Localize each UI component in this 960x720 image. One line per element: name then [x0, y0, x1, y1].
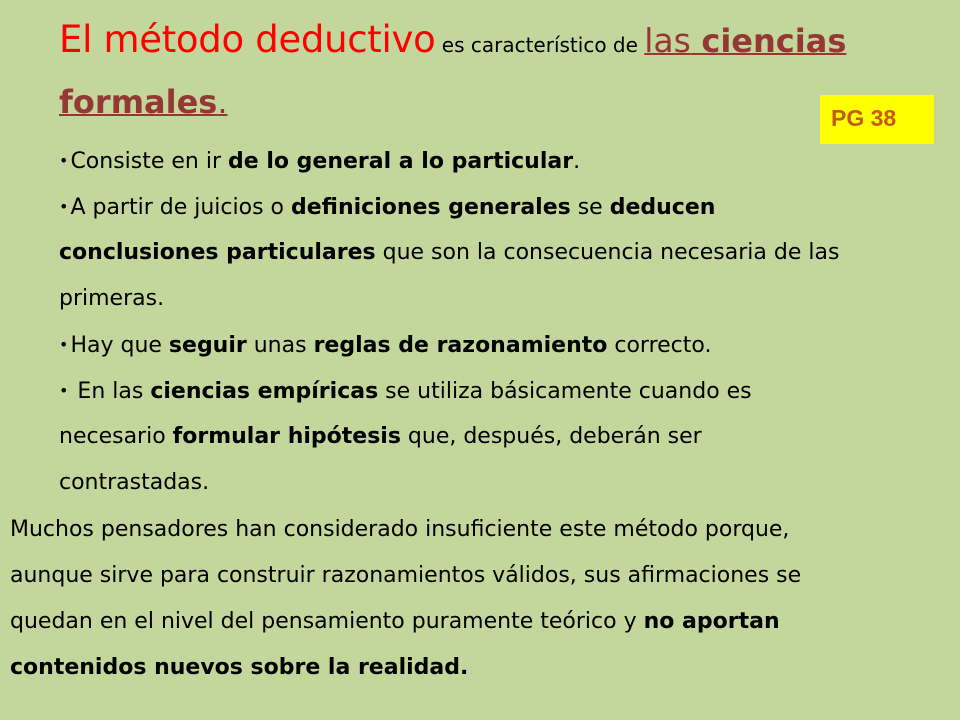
bullet-4-cont-2: [59, 468, 209, 498]
text-bold: no aportan: [643, 609, 780, 634]
text: Consiste en ir: [70, 149, 229, 174]
bullet-icon: •: [59, 381, 69, 400]
title-dot: .: [217, 83, 228, 121]
text: Muchos pensadores han considerado insuficiente este método porque,: [10, 517, 790, 542]
text: se utiliza básicamente cuando es: [378, 379, 752, 404]
text: contrastadas.: [59, 470, 210, 495]
text-bold: reglas de razonamiento: [313, 333, 608, 358]
text-bold: de lo general a lo particular: [228, 149, 574, 174]
text: quedan en el nivel del pensamiento puramente teórico y: [10, 609, 644, 634]
bullet-icon: •: [59, 151, 69, 170]
text-bold: ciencias empíricas: [150, 379, 379, 404]
title-formales: formales: [59, 83, 218, 121]
title-method: El método deductivo: [59, 18, 436, 61]
paragraph-line-3: [10, 607, 780, 637]
bullet-2-cont-2: [59, 284, 164, 314]
title-las: las: [644, 21, 691, 60]
text-bold: contenidos nuevos sobre la realidad.: [10, 655, 469, 680]
text: .: [573, 149, 581, 174]
bullet-3: [59, 330, 711, 361]
text-bold: formular hipótesis: [172, 424, 401, 449]
text: A partir de juicios o: [70, 195, 291, 220]
text: que, después, deberán ser: [400, 424, 702, 449]
text: se: [570, 195, 610, 220]
text-bold: definiciones generales: [291, 195, 571, 220]
text: primeras.: [59, 286, 165, 311]
text: correcto.: [607, 333, 712, 358]
text: unas: [246, 333, 314, 358]
bullet-icon: •: [59, 335, 69, 354]
text: Hay que: [70, 333, 169, 358]
text: aunque sirve para construir razonamientos válidos, sus afirmaciones se: [10, 563, 802, 588]
text-bold: conclusiones particulares: [59, 240, 376, 265]
title-line-1: [59, 18, 846, 61]
text: necesario: [59, 424, 173, 449]
text-bold: deducen: [609, 195, 716, 220]
paragraph-line-1: [10, 515, 789, 545]
page-badge: PG 38: [820, 95, 934, 144]
text: que son la consecuencia necesaria de las: [375, 240, 840, 265]
bullet-4-cont-1: [59, 422, 702, 452]
bullet-4: [59, 376, 752, 407]
title-ciencias: ciencias: [701, 22, 847, 60]
title-middle: es característico de: [435, 33, 645, 57]
paragraph-line-2: [10, 561, 801, 591]
bullet-2-cont-1: [59, 238, 839, 268]
title-line-2: [59, 83, 228, 121]
bullet-2: [59, 192, 715, 223]
bullet-icon: •: [59, 197, 69, 216]
text-bold: seguir: [168, 333, 247, 358]
paragraph-line-4: [10, 653, 468, 683]
text: En las: [70, 379, 151, 404]
bullet-1: [59, 146, 580, 177]
